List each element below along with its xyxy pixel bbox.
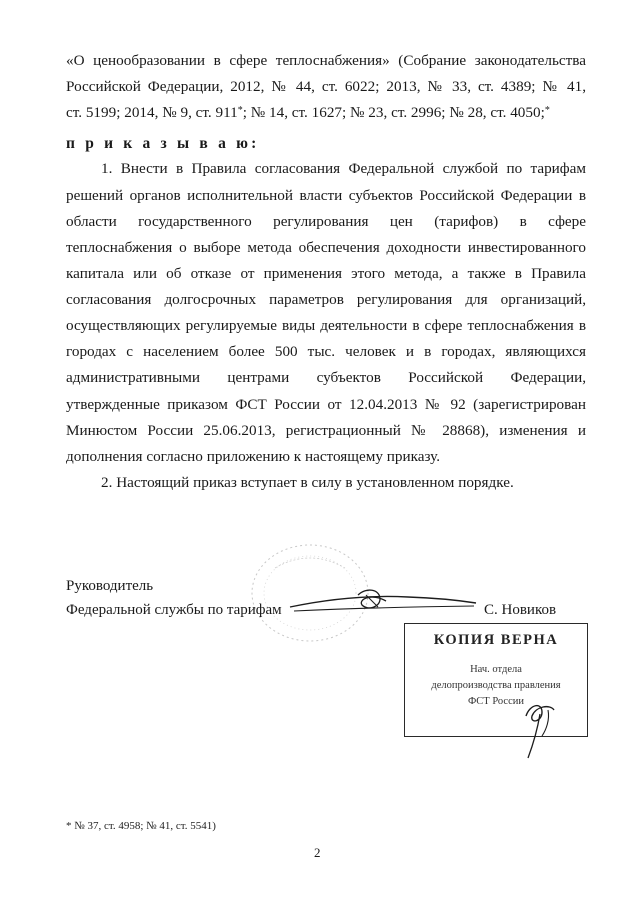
footnote: * № 37, ст. 4958; № 41, ст. 5541) [66,820,216,832]
signer-title-1: Руководитель [66,578,154,594]
p2-line: 2. Настоящий приказ вступает в силу в установленном порядке. [101,474,514,491]
p1-line-3: области государственного регулирования цен (тарифов) в сфере [66,213,586,230]
stamp-title: КОПИЯ ВЕРНА [433,632,559,648]
body-line-3a: ст. 5199; 2014, № 9, ст. 911 [66,104,238,121]
p1-line-12: дополнения согласно приложению к настоящему приказу. [66,448,441,465]
signer-name: С. Новиков [484,602,557,618]
p1-line-11: Минюстом России 25.06.2013, регистрационный № 28868), изменения и [66,422,586,439]
p1-line-1: 1. Внести в Правила согласования Федеральной службой по тарифам [101,160,586,177]
stamp-line-2: делопроизводства правления [431,680,561,691]
stamp-signature-icon [520,696,560,762]
p1-line-10: утвержденные приказом ФСТ России от 12.04.2013 № 92 (зарегистрирован [66,396,586,413]
p1-line-2: решений органов исполнительной власти субъектов Российской Федерации в [66,187,586,204]
stamp-line-1: Нач. отдела [470,664,522,675]
p1-line-8: городах с населением более 500 тыс. человек и в городах, являющихся [66,343,586,360]
p1-line-4: теплоснабжения о выборе метода обеспечения доходности инвестированного [66,239,586,256]
order-word: п р и к а з ы в а ю: [66,135,260,152]
p1-line-6: согласования долгосрочных параметров регулирования для организаций, [66,291,586,308]
body-line-1: «О ценообразовании в сфере теплоснабжения» (Собрание законодательства [66,52,586,69]
body-line-3 [66,104,586,122]
footnote-mark: * [237,105,243,116]
p1-line-9: административными центрами субъектов Российской Федерации, [66,369,586,386]
p1-line-5: капитала или об отказе от применения этого метода, а также в Правила [66,265,586,282]
body-line-3b: ; № 14, ст. 1627; № 23, ст. 2996; № 28, ст. 4050; [242,104,545,121]
footnote-mark-2: * [544,105,550,116]
signer-title-2: Федеральной службы по тарифам [66,602,282,618]
copy-certified-stamp [404,623,588,737]
stamp-line-3: ФСТ России [468,696,524,707]
signature-icon [288,585,478,625]
page-number: 2 [314,845,321,860]
body-line-2: Российской Федерации, 2012, № 44, ст. 6022; 2013, № 33, ст. 4389; № 41, [66,78,586,95]
p1-line-7: осуществляющих регулируемые виды деятельности в сфере теплоснабжения в [66,317,586,334]
